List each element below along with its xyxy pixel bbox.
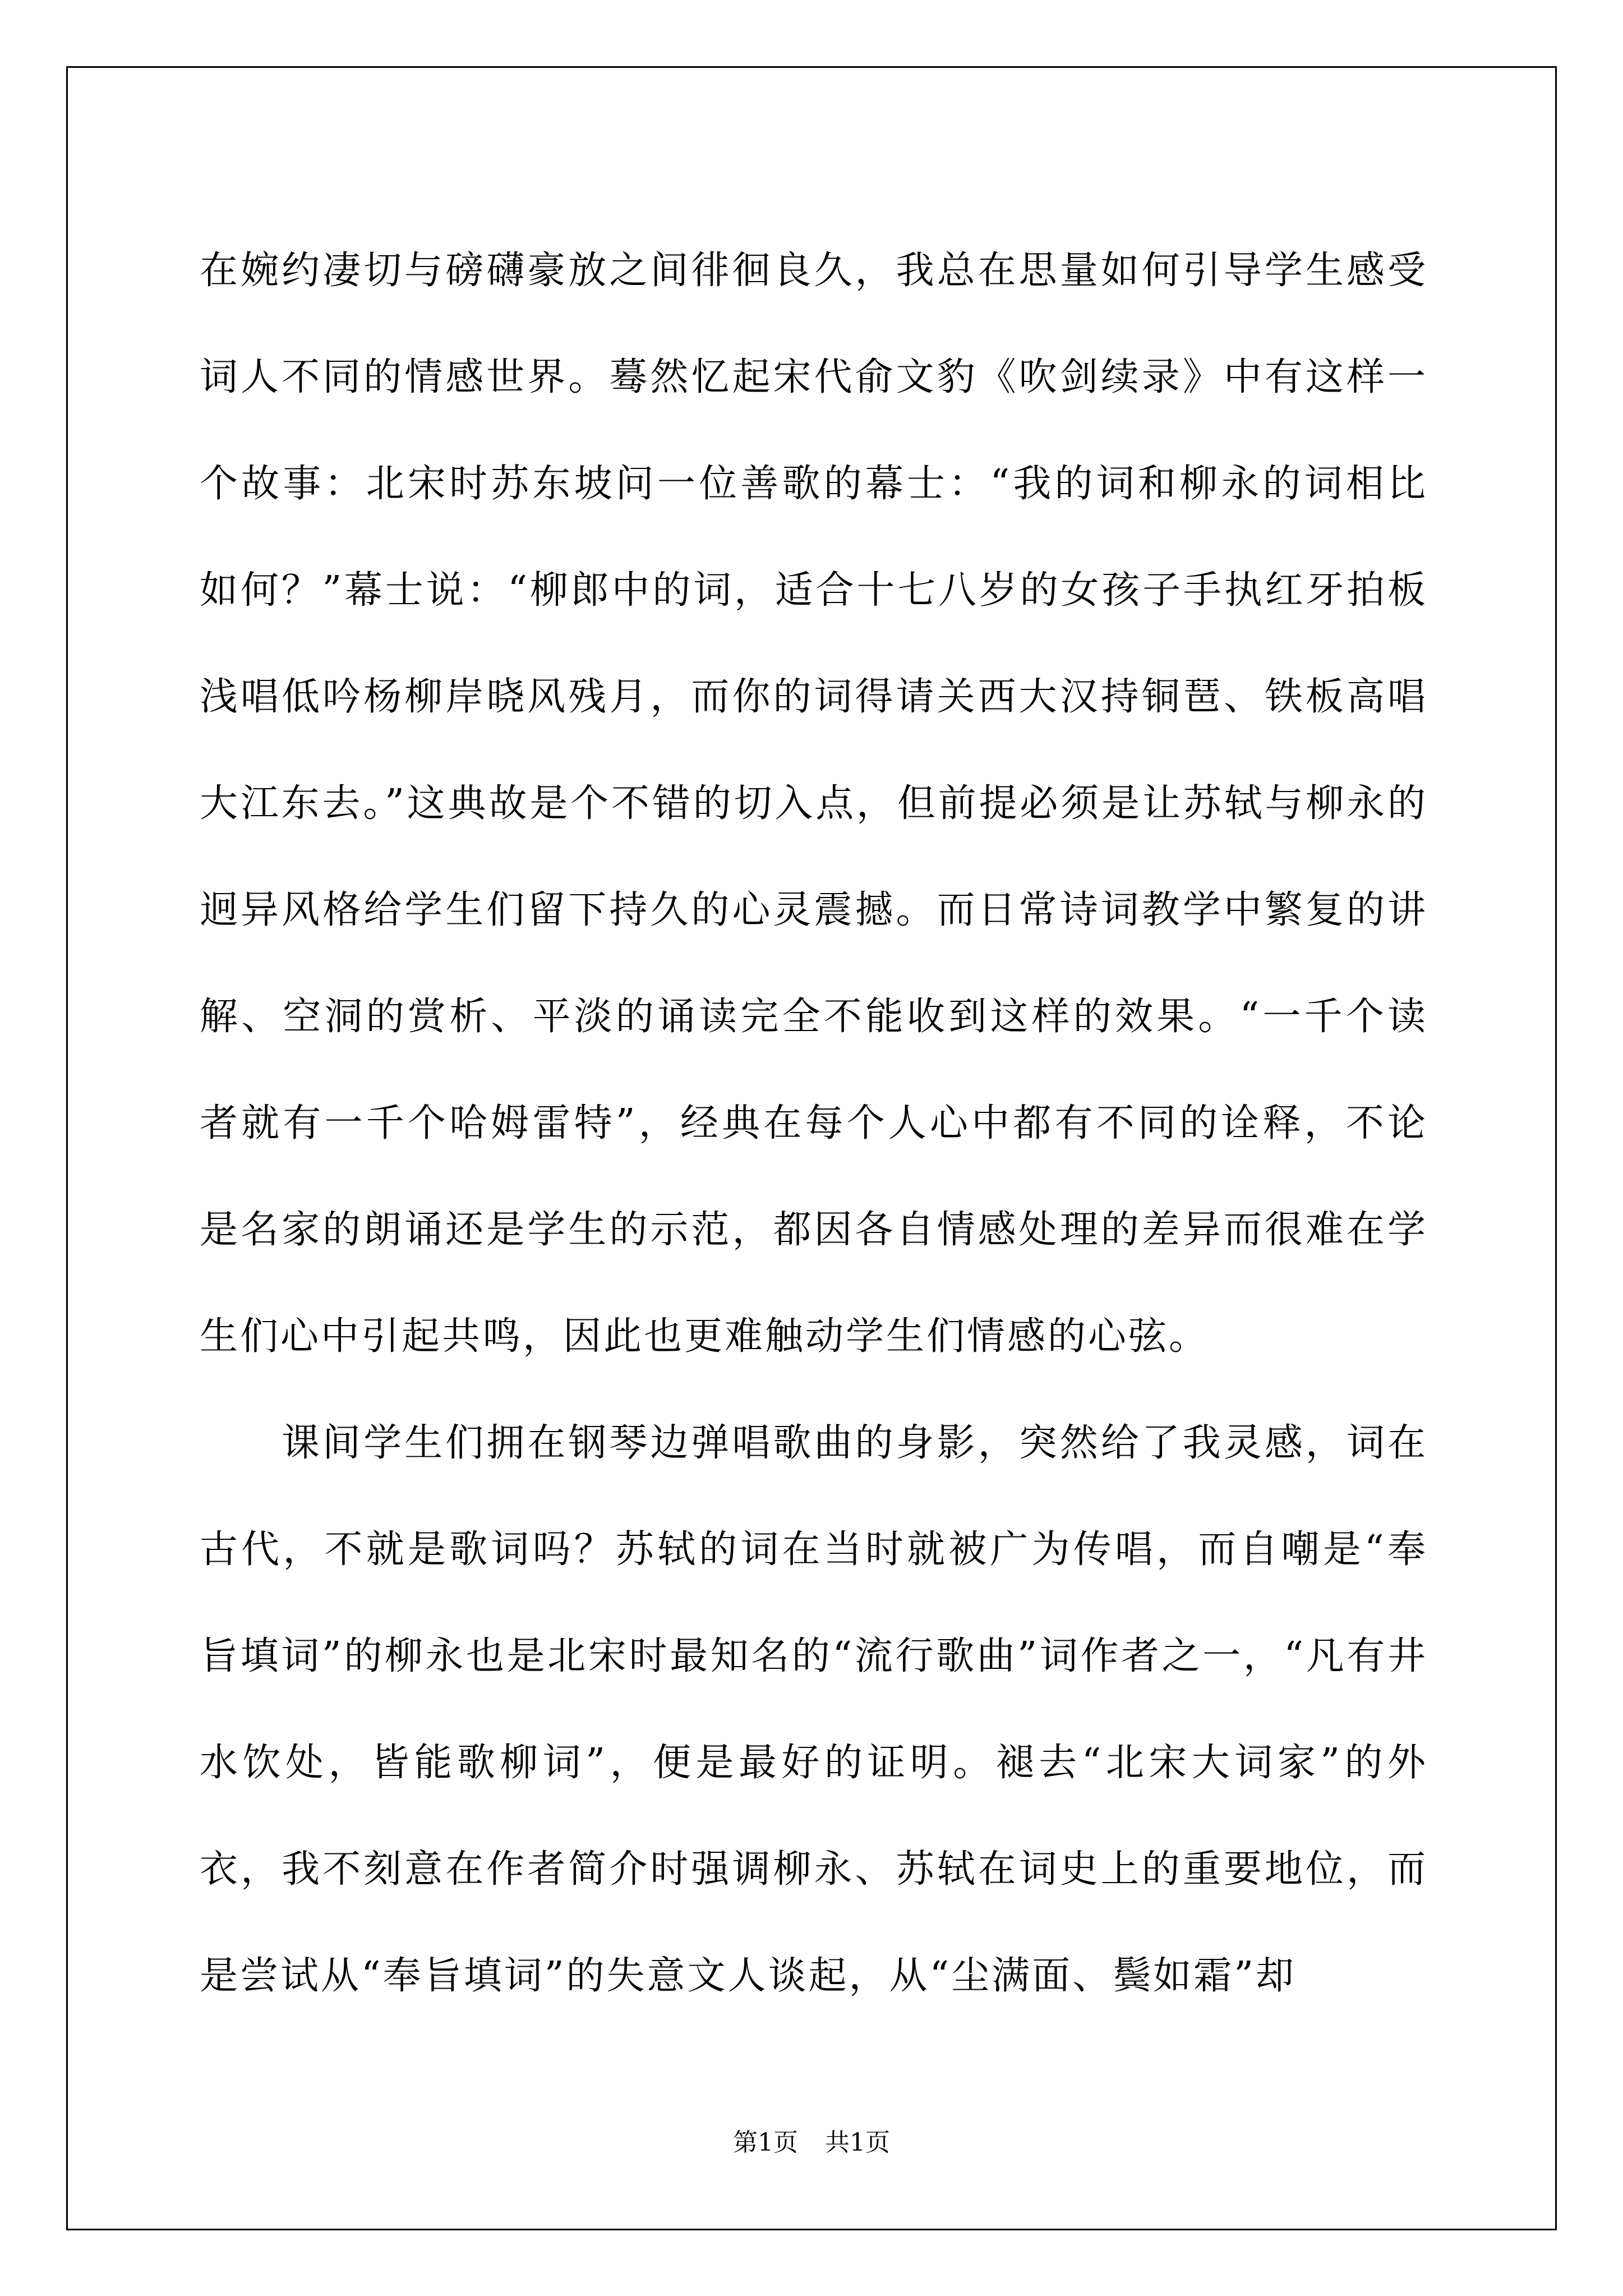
page-total: 共1页 xyxy=(825,2128,890,2157)
page-number: 第1页 xyxy=(733,2128,798,2157)
paragraph-2: 课间学生们拥在钢琴边弹唱歌曲的身影，突然给了我灵感，词在古代，不就是歌词吗？苏轼的词在当时就被广为传唱，而自嘲是“奉旨填词”的柳永也是北宋时最知名的“流行歌曲”词作者之一，“凡有井水饮处，皆能歌柳词”，便是最好的证明。褪去“北宋大词家”的外衣，我不刻意在作者简介时强调柳永、苏轼在词史上的重要地位，而是尝试从“奉旨填词”的失意文人谈起，从“尘满面、鬓如霜”却 xyxy=(200,1421,1428,1998)
document-body xyxy=(200,218,1428,2030)
paragraph-1: 在婉约凄切与磅礴豪放之间徘徊良久，我总在思量如何引导学生感受词人不同的情感世界。蓦然忆起宋代俞文豹《吹剑续录》中有这样一个故事：北宋时苏东坡问一位善歌的幕士：“我的词和柳永的词相比如何？”幕士说：“柳郎中的词，适合十七八岁的女孩子手执红牙拍板浅唱低吟杨柳岸晓风残月，而你的词得请关西大汉持铜琶、铁板高唱大江东去。”这典故是个不错的切入点，但前提必须是让苏轼与柳永的迥异风格给学生们留下持久的心灵震撼。而日常诗词教学中繁复的讲解、空洞的赏析、平淡的诵读完全不能收到这样的效果。“一千个读者就有一千个哈姆雷特”，经典在每个人心中都有不同的诠释，不论是名家的朗诵还是学生的示范，都因各自情感处理的差异而很难在学生们心中引起共鸣，因此也更难触动学生们情感的心弦。 xyxy=(200,249,1428,1359)
page-footer xyxy=(0,2126,1623,2160)
